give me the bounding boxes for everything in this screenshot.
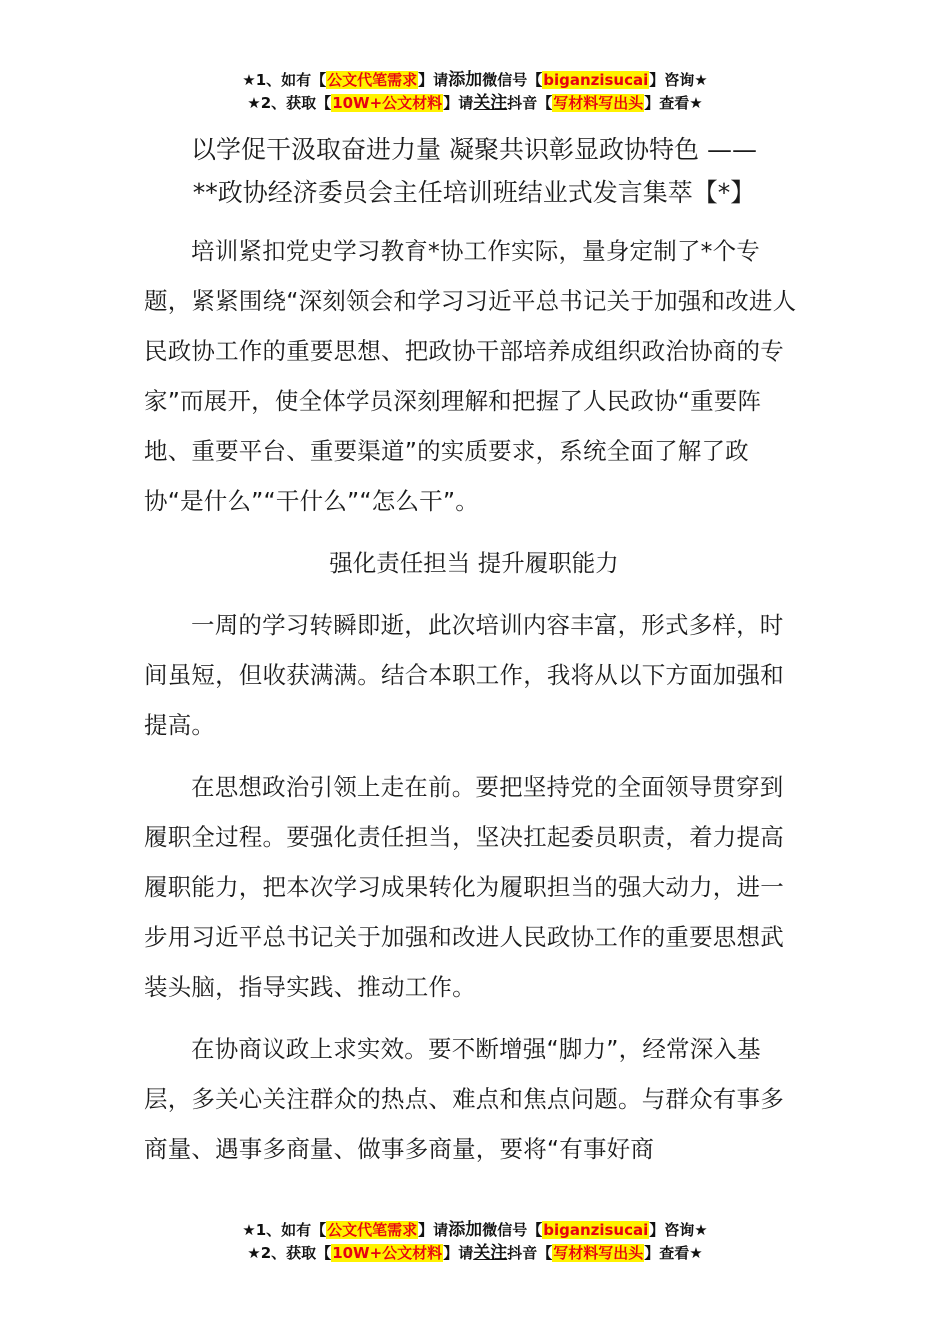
section-subheading: 强化责任担当 提升履职能力 [329,549,619,577]
banner-highlight: 写材料写出头 [553,94,644,112]
banner-line-2 [0,1242,950,1265]
banner-text: 】查看★ [644,94,703,112]
banner-highlight: 公文代笔需求 [327,1221,418,1239]
paragraph: 一周的学习转瞬即逝，此次培训内容丰富，形式多样，时间虽短，但收获满满。结合本职工作，我将从以下方面加强和提高。 [144,611,784,739]
title-line-1: 以学促干汲取奋进力量 凝聚共识彰显政协特色 —— [191,135,757,164]
banner-text: 微信号【 [482,71,543,89]
paragraph: 培训紧扣党史学习教育*协工作实际，量身定制了*个专题，紧紧围绕“深刻领会和学习习近平总书记关于加强和改进人民政协工作的重要思想、把政协干部培养成组织政治协商的专家”而展开，使全体学员深刻理解和把握了人民政协“重要阵地、重要平台、重要渠道”的实质要求，系统全面了解了政协“是什么”“干什么”“怎么干”。 [144,237,797,515]
paragraph: 在思想政治引领上走在前。要把坚持党的全面领导贯穿到履职全过程。要强化责任担当，坚决扛起委员职责，着力提高履职能力，把本次学习成果转化为履职担当的强大动力，进一步用习近平总书记关于加强和改进人民政协工作的重要思想武装头脑，指导实践、推动工作。 [144,773,784,1001]
banner-text: 】咨询★ [649,1221,708,1239]
title-line-2: **政协经济委员会主任培训班结业式发言集萃【*】 [192,178,756,207]
paragraph: 在协商议政上求实效。要不断增强“脚力”，经常深入基层，多关心关注群众的热点、难点和焦点问题。与群众有事多商量、遇事多商量、做事多商量，要将“有事好商 [144,1035,784,1163]
bottom-banner [0,1219,950,1265]
banner-highlight: 写材料写出头 [553,1244,644,1262]
banner-emphasis: 关注 [473,93,508,113]
banner-highlight: biganzisucai [543,1221,649,1239]
banner-highlight: 公文代笔需求 [327,71,418,89]
banner-line-2 [0,92,950,115]
banner-text: 】请 [418,71,449,89]
banner-text: 】请 [443,1244,474,1262]
banner-text: ★2、获取【 [247,94,332,112]
banner-highlight: 10W+公文材料 [332,1244,443,1262]
banner-text: ★1、如有【 [242,1221,327,1239]
banner-text: 】请 [418,1221,449,1239]
banner-line-1 [0,69,950,92]
banner-text: ★1、如有【 [242,71,327,89]
banner-text: 抖音【 [507,1244,553,1262]
document-title [144,128,804,214]
banner-line-1 [0,1219,950,1242]
banner-emphasis: 关注 [473,1243,508,1263]
banner-text: 微信号【 [482,1221,543,1239]
top-banner [0,69,950,115]
banner-text: 抖音【 [507,94,553,112]
banner-text: 】咨询★ [649,71,708,89]
banner-text: ★2、获取【 [247,1244,332,1262]
banner-text: 】查看★ [644,1244,703,1262]
document-body [144,128,804,1186]
banner-text: 】请 [443,94,474,112]
banner-highlight: biganzisucai [543,71,649,89]
banner-emphasis: 添加 [448,1220,483,1240]
banner-emphasis: 添加 [448,70,483,90]
banner-highlight: 10W+公文材料 [332,94,443,112]
